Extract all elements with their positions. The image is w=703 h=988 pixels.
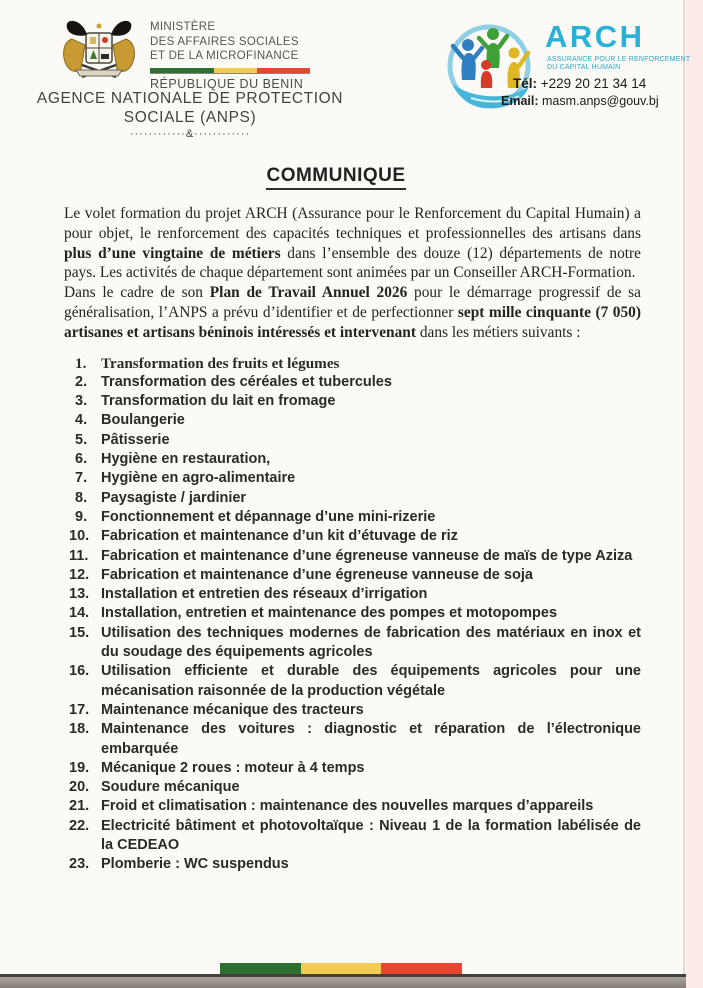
list-item-number: 4. bbox=[75, 412, 88, 429]
list-item-number: 12. bbox=[69, 566, 90, 583]
list-item-number: 13. bbox=[69, 586, 90, 603]
list-item bbox=[64, 797, 641, 816]
list-item-number: 3. bbox=[75, 393, 88, 410]
list-item bbox=[64, 411, 641, 430]
list-item-number: 2. bbox=[75, 373, 88, 390]
list-item-number: 23. bbox=[69, 856, 90, 873]
list-item bbox=[64, 624, 641, 663]
list-item-number: 20. bbox=[69, 779, 90, 796]
phone-number: +229 20 21 34 14 bbox=[537, 76, 647, 91]
list-item-text: Fabrication et maintenance d’une égreneuse vanneuse de maïs de type Aziza bbox=[101, 547, 633, 564]
list-item-text: Maintenance mécanique des tracteurs bbox=[101, 701, 364, 718]
list-item-text: Mécanique 2 roues : moteur à 4 temps bbox=[101, 759, 365, 776]
list-item-text: Transformation des fruits et légumes bbox=[101, 354, 340, 372]
list-item-number: 1. bbox=[75, 354, 87, 372]
list-item-number: 7. bbox=[75, 470, 88, 487]
list-item-text: Fabrication et maintenance d’un kit d’étuvage de riz bbox=[101, 528, 458, 545]
document-body bbox=[64, 204, 641, 875]
list-item-text: Installation, entretien et maintenance des pompes et motopompes bbox=[101, 605, 558, 622]
list-item bbox=[64, 566, 641, 585]
list-item bbox=[64, 604, 641, 623]
list-item-number: 22. bbox=[69, 817, 90, 834]
arch-block bbox=[441, 16, 691, 120]
arch-subtitle bbox=[547, 56, 690, 72]
list-item-number: 11. bbox=[69, 547, 89, 564]
list-item-text: Pâtisserie bbox=[101, 431, 170, 448]
list-item bbox=[64, 547, 641, 566]
agency-block bbox=[20, 90, 360, 140]
list-item bbox=[64, 354, 641, 373]
list-item-text: Transformation du lait en fromage bbox=[101, 393, 336, 410]
ministry-block bbox=[150, 20, 320, 91]
list-item-text: Hygiène en restauration, bbox=[101, 451, 271, 468]
paragraph: Le volet formation du projet ARCH (Assurance pour le Renforcement du Capital Humain) a pour objet, le renforcement des capacités techniques et professionnelles des artisans dans plus d’une vingtaine de métiers dans l’ensemble des douze (12) départements de notre pays. Les activités de chaque département sont animées par un Conseiller ARCH-Formation. bbox=[64, 205, 641, 282]
list-item bbox=[64, 508, 641, 527]
list-item bbox=[64, 469, 641, 488]
list-item-number: 5. bbox=[75, 431, 88, 448]
list-item-number: 15. bbox=[69, 624, 90, 641]
list-item bbox=[64, 373, 641, 392]
phone-label: Tél: bbox=[513, 76, 538, 91]
page-title: COMMUNIQUE bbox=[266, 165, 405, 190]
list-item-text: Fonctionnement et dépannage d’une mini-rizerie bbox=[101, 508, 436, 525]
list-item-number: 14. bbox=[69, 605, 90, 622]
list-item bbox=[64, 662, 641, 701]
arch-wordmark: ARCH bbox=[545, 19, 645, 54]
email-address: masm.anps@gouv.bj bbox=[538, 94, 659, 108]
list-item-text: Electricité bâtiment et photovoltaïque : Niveau 1 de la formation labélisée de la CEDEAO bbox=[101, 817, 641, 853]
flag-green-segment bbox=[150, 68, 214, 73]
email-line bbox=[501, 94, 659, 108]
scan-edge-line bbox=[683, 0, 685, 988]
country-label: RÉPUBLIQUE DU BENIN bbox=[150, 76, 304, 91]
list-item-text: Paysagiste / jardinier bbox=[101, 489, 247, 506]
list-item bbox=[64, 855, 641, 874]
list-item bbox=[64, 701, 641, 720]
list-item-text: Utilisation efficiente et durable des équipements agricoles pour une mécanisation raisonnée de la production végétale bbox=[101, 663, 641, 699]
email-label: Email: bbox=[501, 94, 539, 108]
agency-name-line1: AGENCE NATIONALE DE PROTECTION bbox=[36, 90, 344, 107]
list-item bbox=[64, 527, 641, 546]
list-item-number: 8. bbox=[75, 489, 88, 506]
list-item-number: 17. bbox=[69, 701, 90, 718]
ministry-line: DES AFFAIRES SOCIALES bbox=[150, 35, 299, 48]
list-item-text: Plomberie : WC suspendus bbox=[101, 856, 289, 873]
scan-pink-edge bbox=[686, 0, 703, 988]
ministry-line: ET DE LA MICROFINANCE bbox=[150, 50, 299, 62]
list-item-number: 6. bbox=[75, 451, 88, 468]
list-item-text: Froid et climatisation : maintenance des nouvelles marques d’appareils bbox=[101, 798, 594, 815]
list-item-text: Transformation des céréales et tubercules bbox=[101, 373, 392, 390]
list-item-text: Fabrication et maintenance d’une égreneuse vanneuse de soja bbox=[101, 566, 533, 583]
list-item-number: 9. bbox=[75, 508, 88, 525]
list-item-number: 10. bbox=[69, 528, 90, 545]
list-item bbox=[64, 817, 641, 856]
flag-red-segment bbox=[257, 68, 310, 73]
dotted-divider: ············&············ bbox=[129, 128, 251, 140]
list-item-text: Maintenance des voitures : diagnostic et réparation de l’électronique embarquée bbox=[101, 721, 641, 757]
benin-flag-bar bbox=[150, 68, 310, 74]
list-item-text: Hygiène en agro-alimentaire bbox=[101, 470, 296, 487]
scan-bottom-shadow bbox=[0, 977, 686, 988]
list-item bbox=[64, 759, 641, 778]
list-item bbox=[64, 778, 641, 797]
list-item bbox=[64, 489, 641, 508]
list-item-number: 16. bbox=[69, 663, 90, 680]
trades-list bbox=[64, 354, 641, 875]
list-item-number: 18. bbox=[69, 721, 90, 738]
list-item-text: Soudure mécanique bbox=[101, 779, 240, 796]
list-item bbox=[64, 585, 641, 604]
flag-yellow-segment bbox=[214, 68, 257, 73]
benin-coat-of-arms-icon bbox=[56, 15, 142, 87]
agency-name-line2: SOCIALE (ANPS) bbox=[123, 109, 257, 126]
list-item-number: 21. bbox=[69, 798, 90, 815]
list-item bbox=[64, 431, 641, 450]
list-item bbox=[64, 392, 641, 411]
phone-line bbox=[513, 76, 646, 91]
arch-subtitle-line1: ASSURANCE POUR LE RENFORCEMENT bbox=[547, 56, 691, 63]
list-item-number: 19. bbox=[69, 759, 90, 776]
list-item-text: Boulangerie bbox=[101, 412, 185, 429]
list-item-text: Installation et entretien des réseaux d’irrigation bbox=[101, 586, 428, 603]
list-item bbox=[64, 450, 641, 469]
paragraph: Dans le cadre de son Plan de Travail Annuel 2026 pour le démarrage progressif de sa généralisation, l’ANPS a prévu d’identifier et de perfectionner sept mille cinquante (7 050) artisanes et artisans béninois intéressés et intervenant dans les métiers suivants : bbox=[64, 284, 641, 341]
list-item bbox=[64, 720, 641, 759]
title-row bbox=[0, 165, 672, 190]
ministry-line: MINISTÈRE bbox=[150, 21, 216, 33]
arch-subtitle-line2: DU CAPITAL HUMAIN bbox=[547, 64, 621, 71]
list-item-text: Utilisation des techniques modernes de fabrication des matériaux en inox et du soudage des équipements agricoles bbox=[101, 624, 641, 661]
